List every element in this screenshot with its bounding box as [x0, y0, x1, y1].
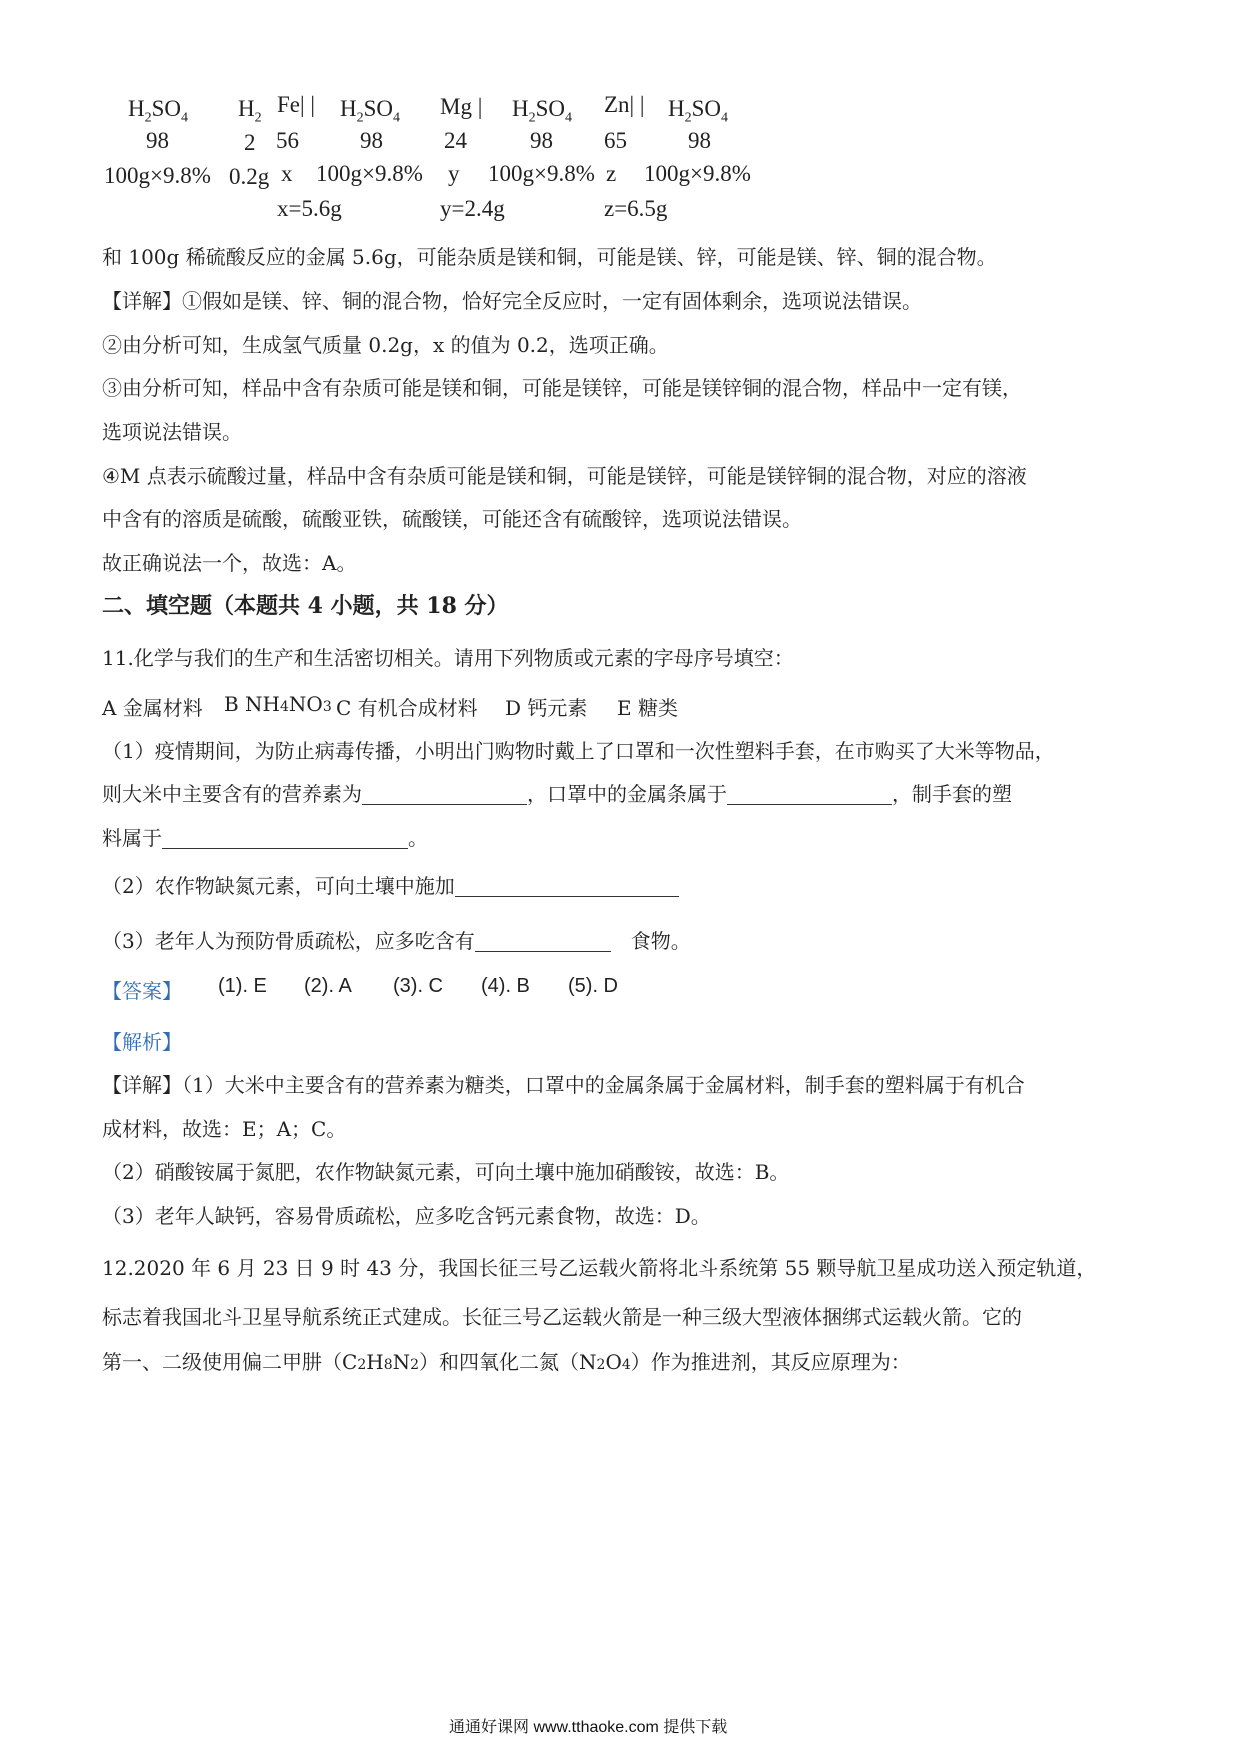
- section-heading: 二、填空题（本题共 4 小题，共 18 分）: [102, 593, 509, 619]
- option-a: A 金属材料: [102, 696, 203, 720]
- calc-value: 2: [244, 130, 256, 155]
- calc-value: 100g×9.8%: [644, 161, 751, 186]
- answer-blank[interactable]: [727, 782, 892, 805]
- calc-value: 56: [276, 128, 299, 153]
- paragraph: 和 100g 稀硫酸反应的金属 5.6g，可能杂质是镁和铜，可能是镁、锌，可能是镁、锌、铜的混合物。: [102, 245, 997, 269]
- calc-result: y=2.4g: [440, 196, 505, 221]
- paragraph: （3）老年人缺钙，容易骨质疏松，应多吃含钙元素食物，故选：D。: [102, 1204, 711, 1228]
- formula-mg: Mg |: [440, 94, 483, 119]
- calc-value: 98: [530, 128, 553, 153]
- page-footer: 通通好课网 www.tthaoke.com 提供下载: [449, 1719, 728, 1736]
- calc-value: 98: [688, 128, 711, 153]
- calc-value: 100g×9.8%: [316, 161, 423, 186]
- calc-value: x: [281, 161, 293, 186]
- answer-blank[interactable]: [362, 782, 527, 805]
- answer-4: (4). B: [481, 975, 530, 997]
- answer-1: (1). E: [218, 975, 267, 997]
- formula-h2so4: $H_2SO_4$: [512, 96, 573, 126]
- calc-value: 0.2g: [229, 164, 270, 189]
- calc-value: 24: [444, 128, 467, 153]
- paragraph: ④M 点表示硫酸过量，样品中含有杂质可能是镁和铜，可能是镁锌，可能是镁锌铜的混合物，对应的溶液: [102, 464, 1027, 488]
- paragraph: 【详解】（1）大米中主要含有的营养素为糖类，口罩中的金属条属于金属材料，制手套的塑料属于有机合: [102, 1073, 1025, 1097]
- sub-question-1-line3: 料属于 。: [102, 826, 428, 850]
- calc-result: x=5.6g: [277, 196, 342, 221]
- option-d: D 钙元素: [505, 696, 588, 720]
- calc-value: 100g×9.8%: [104, 163, 211, 188]
- paragraph: 成材料，故选：E；A；C。: [102, 1117, 347, 1141]
- answer-5: (5). D: [568, 975, 618, 997]
- paragraph: ②由分析可知，生成氢气质量 0.2g，x 的值为 0.2，选项正确。: [102, 333, 669, 357]
- answer-2: (2). A: [304, 975, 352, 997]
- calc-value: y: [448, 161, 460, 186]
- sub-question-3: （3）老年人为预防骨质疏松，应多吃含有 食物。: [102, 929, 691, 953]
- sub-question-2: （2）农作物缺氮元素，可向土壤中施加: [102, 870, 679, 899]
- option-c: C 有机合成材料: [336, 696, 478, 720]
- analysis-label: 【解析】: [102, 1030, 182, 1054]
- sub-question-1: （1）疫情期间，为防止病毒传播，小明出门购物时戴上了口罩和一次性塑料手套，在市购买了大米等物品，: [102, 739, 1055, 763]
- sub-question-1-line2: 则大米中主要含有的营养素为 ，口罩中的金属条属于 ，制手套的塑: [102, 782, 1012, 806]
- calc-value: z: [606, 161, 617, 186]
- paragraph: 【详解】①假如是镁、锌、铜的混合物，恰好完全反应时，一定有固体剩余，选项说法错误。: [102, 289, 922, 313]
- formula-h2: $H_2$: [238, 96, 262, 126]
- calc-value: 100g×9.8%: [488, 161, 595, 186]
- question-12-line2: 标志着我国北斗卫星导航系统正式建成。长征三号乙运载火箭是一种三级大型液体捆绑式运载火箭。它的: [102, 1305, 1022, 1329]
- calc-value: 98: [360, 128, 383, 153]
- answer-blank[interactable]: [455, 874, 679, 897]
- paragraph: ③由分析可知，样品中含有杂质可能是镁和铜，可能是镁锌，可能是镁锌铜的混合物，样品中一定有镁，: [102, 376, 1022, 400]
- formula-h2so4: $H_2SO_4$: [340, 96, 401, 126]
- option-e: E 糖类: [617, 696, 678, 720]
- paragraph: 故正确说法一个，故选：A。: [102, 551, 357, 575]
- calc-value: 65: [604, 128, 627, 153]
- paragraph: 中含有的溶质是硫酸，硫酸亚铁，硫酸镁，可能还含有硫酸锌，选项说法错误。: [102, 507, 802, 531]
- calc-result: z=6.5g: [604, 196, 668, 221]
- answer-3: (3). C: [393, 975, 443, 997]
- answer-blank[interactable]: [162, 826, 408, 849]
- formula-fe: Fe| |: [277, 92, 315, 117]
- formula-h2so4: $H_2SO_4$: [128, 96, 189, 126]
- question-stem: 11.化学与我们的生产和生活密切相关。请用下列物质或元素的字母序号填空：: [102, 646, 794, 670]
- paragraph: 选项说法错误。: [102, 420, 242, 444]
- option-b: B NH4NO3: [224, 692, 332, 716]
- answer-blank[interactable]: [475, 929, 611, 952]
- question-12-line3: 第一、二级使用偏二甲肼（C2H8N2）和四氧化二氮（N2O4）作为推进剂，其反应原理为：: [102, 1350, 911, 1374]
- formula-h2so4: $H_2SO_4$: [668, 96, 729, 126]
- formula-zn: Zn| |: [604, 92, 645, 117]
- question-12-line1: 12.2020 年 6 月 23 日 9 时 43 分，我国长征三号乙运载火箭将北斗系统第 55 颗导航卫星成功送入预定轨道，: [102, 1256, 1097, 1280]
- paragraph: （2）硝酸铵属于氮肥，农作物缺氮元素，可向土壤中施加硝酸铵，故选：B。: [102, 1160, 790, 1184]
- answer-label: 【答案】: [102, 979, 182, 1003]
- calc-value: 98: [146, 128, 169, 153]
